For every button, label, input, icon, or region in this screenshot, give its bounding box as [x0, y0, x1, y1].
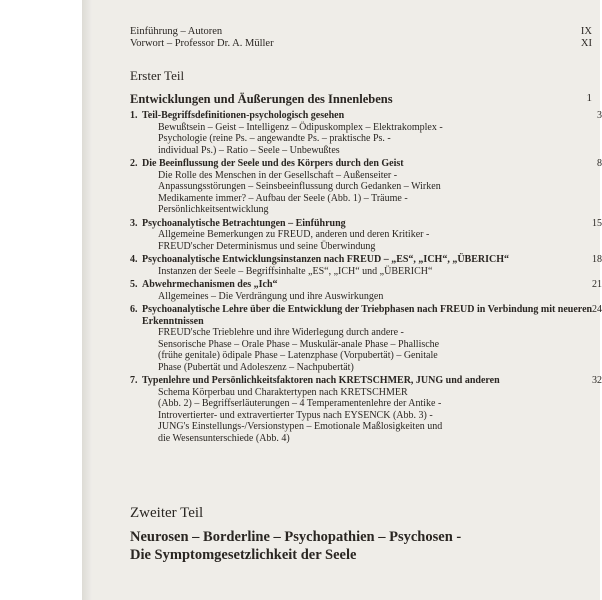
- front-matter-page: IX: [580, 26, 592, 37]
- part1-label: Erster Teil: [130, 68, 185, 83]
- toc-entry-page: 24: [592, 304, 602, 315]
- toc-entry-title-text: Psychoanalytische Lehre über die Entwicklung der Triebphasen nach FREUD in Verbindung mit neueren Erkenntnissen: [142, 304, 593, 327]
- toc-entry-description: [130, 229, 600, 252]
- toc-entry-title: [130, 218, 600, 230]
- toc-entry-title-text: Abwehrmechanismen des „Ich“: [142, 279, 278, 290]
- part2-heading-line: Neurosen – Borderline – Psychopathien – Psychosen -: [130, 529, 462, 545]
- page-gutter-shadow: [82, 0, 92, 600]
- desc-line: Sensorische Phase – Orale Phase – Muskulär-anale Phase – Phallische: [158, 338, 440, 350]
- toc-entry-page: 32: [592, 375, 602, 386]
- toc-entry-page: 15: [592, 217, 602, 229]
- desc-line: Instanzen der Seele – Begriffsinhalte „ES“, „ICH“ und „ÜBERICH“: [158, 265, 433, 277]
- desc-line: (Abb. 2) – Begriffserläuterungen – 4 Temperamentenlehre der Antike -: [158, 398, 442, 409]
- toc-entry-description: [130, 170, 600, 216]
- desc-line: die Wesensunterschiede (Abb. 4): [158, 432, 290, 444]
- toc-entry-title: [130, 254, 600, 266]
- desc-line: individual Ps.) – Ratio – Seele – Unbewußtes: [158, 144, 340, 156]
- desc-line: (frühe genitale) ödipale Phase – Latenzphase (Vorpubertät) – Genitale: [158, 350, 438, 361]
- part2-label: Zweiter Teil: [130, 505, 204, 521]
- desc-line: Persönlichkeitsentwicklung: [158, 204, 269, 215]
- toc-entry-title: [130, 279, 600, 291]
- toc-entry-title-text: Typenlehre und Persönlichkeitsfaktoren nach KRETSCHMER, JUNG und anderen: [142, 375, 500, 386]
- toc-entry: [130, 375, 600, 444]
- toc-entry-number: 6.: [130, 304, 138, 315]
- front-matter-label: Einführung – Autoren: [130, 26, 223, 37]
- toc-entry-title: [130, 304, 600, 327]
- part1-heading-page: 1: [586, 92, 592, 104]
- desc-line: JUNG's Einstellungs-/Versionstypen – Emotionale Maßlosigkeiten und: [158, 421, 443, 432]
- front-matter-label: Vorwort – Professor Dr. A. Müller: [130, 38, 274, 49]
- toc-entry-description: [130, 266, 600, 278]
- toc-entry: [130, 218, 600, 253]
- desc-line: Phase (Pubertät und Adoleszenz – Nachpubertät): [158, 361, 354, 373]
- desc-line: Schema Körperbau und Charaktertypen nach KRETSCHMER: [158, 386, 408, 398]
- toc-entry-description: [130, 387, 600, 445]
- part2-heading-line: Die Symptomgesetzlichkeit der Seele: [130, 547, 357, 563]
- desc-line: Allgemeine Bemerkungen zu FREUD, anderen und deren Kritiker -: [158, 229, 430, 240]
- toc-entry-description: [130, 291, 600, 303]
- toc-entry: [130, 304, 600, 373]
- book-page: [82, 0, 600, 600]
- desc-line: Psychologie (reine Ps. – angewandte Ps. – praktische Ps. -: [158, 133, 391, 144]
- toc-entry-number: 3.: [130, 217, 138, 229]
- front-matter-row: [130, 38, 600, 50]
- desc-line: Die Rolle des Menschen in der Gesellschaft – Außenseiter -: [158, 169, 398, 181]
- toc-entry-number: 2.: [130, 158, 138, 169]
- toc-entry-title: [130, 158, 600, 170]
- toc-entry: [130, 254, 600, 277]
- toc-entry-title: [130, 110, 600, 122]
- desc-line: Allgemeines – Die Verdrängung und ihre Auswirkungen: [158, 290, 384, 302]
- toc-entry-title: [130, 375, 600, 387]
- front-matter-row: [130, 26, 600, 38]
- toc-entry-title-text: Die Beeinflussung der Seele und des Körpers durch den Geist: [142, 158, 404, 169]
- toc-entry-number: 1.: [130, 110, 138, 121]
- desc-line: Introvertierter- und extravertierter Typus nach EYSENCK (Abb. 3) -: [158, 409, 433, 421]
- toc-entry-page: 3: [597, 110, 602, 121]
- toc-entry-page: 8: [597, 158, 602, 169]
- toc-entry-description: [130, 122, 600, 157]
- toc-entry-title-text: Teil-Begriffsdefinitionen-psychologisch gesehen: [142, 110, 345, 121]
- toc-entry-title-text: Psychoanalytische Betrachtungen – Einführung: [142, 217, 346, 229]
- toc-entries: [130, 110, 600, 446]
- toc-entry-description: [130, 327, 600, 373]
- toc-entry-title-text: Psychoanalytische Entwicklungsinstanzen nach FREUD – „ES“, „ICH“, „ÜBERICH“: [142, 254, 509, 265]
- toc-entry-page: 18: [592, 254, 602, 265]
- toc-entry: [130, 110, 600, 156]
- desc-line: FREUD'scher Determinismus und seine Überwindung: [158, 240, 376, 252]
- desc-line: Medikamente immer? – Aufbau der Seele (Abb. 1) – Träume -: [158, 192, 408, 204]
- desc-line: Anpassungsstörungen – Seinsbeeinflussung durch Gedanken – Wirken: [158, 181, 441, 192]
- part1-heading: [130, 92, 600, 107]
- toc-entry-number: 4.: [130, 254, 138, 265]
- front-matter-page: XI: [580, 38, 592, 49]
- front-matter: [130, 26, 600, 50]
- desc-line: Bewußtsein – Geist – Intelligenz – Ödipuskomplex – Elektrakomplex -: [158, 121, 443, 133]
- part2-heading: [130, 528, 570, 564]
- toc-entry-number: 5.: [130, 279, 138, 290]
- toc-entry-page: 21: [592, 279, 602, 290]
- desc-line: FREUD'sche Trieblehre und ihre Widerlegung durch andere -: [158, 327, 404, 338]
- toc-entry: [130, 158, 600, 216]
- toc-entry-number: 7.: [130, 375, 138, 386]
- part1-heading-text: Entwicklungen und Äußerungen des Innenlebens: [130, 92, 393, 106]
- toc-entry: [130, 279, 600, 302]
